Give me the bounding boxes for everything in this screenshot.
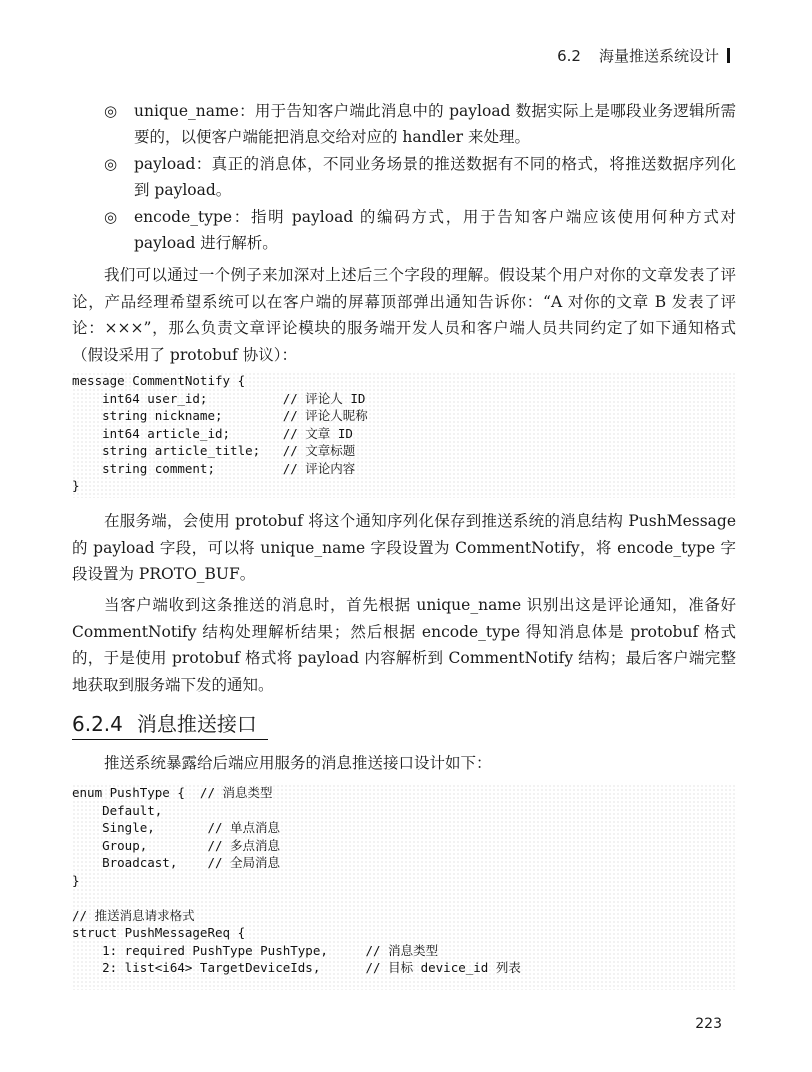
section-title: 消息推送接口: [136, 712, 257, 736]
paragraph-example-intro: 我们可以通过一个例子来加深对上述后三个字段的理解。假设某个用户对你的文章发表了评论，产品经理希望系统可以在客户端的屏幕顶部弹出通知告诉你：“A 对你的文章 B 发表了评论：×××”，那么负责文章评论模块的服务端开发人员和客户端人员共同约定了如下通知格式（假设采用了 protobuf 协议）：: [72, 266, 736, 364]
running-header: [557, 45, 730, 66]
paragraph-server-side: 在服务端，会使用 protobuf 将这个通知序列化保存到推送系统的消息结构 PushMessage 的 payload 字段，可以将 unique_name 字段设置为 CommentNotify，将 encode_type 字段设置为 PROTO_BUF。: [72, 512, 736, 583]
header-bar: [727, 48, 730, 63]
bullet-text: payload：真正的消息体，不同业务场景的推送数据有不同的格式，将推送数据序列化到 payload。: [134, 155, 736, 199]
bullet-text: unique_name：用于告知客户端此消息中的 payload 数据实际上是哪段业务逻辑所需要的，以便客户端能把消息交给对应的 handler 来处理。: [134, 102, 736, 146]
bullet-item-payload: [104, 151, 736, 203]
header-section-title: 海量推送系统设计: [598, 47, 719, 65]
bullet-marker: ◎: [104, 102, 118, 120]
bullet-text: encode_type：指明 payload 的编码方式，用于告知客户端应该使用何种方式对 payload 进行解析。: [134, 208, 736, 252]
page-number: 223: [695, 1016, 722, 1032]
header-section-number: 6.2: [557, 47, 581, 65]
section-number: 6.2.4: [72, 712, 123, 736]
paragraph-client-side: 当客户端收到这条推送的消息时，首先根据 unique_name 识别出这是评论通知，准备好 CommentNotify 结构处理解析结果；然后根据 encode_type 得知消息体是 protobuf 格式的，于是使用 protobuf 格式将 payload 内容解析到 CommentNotify 结构；最后客户端完整地获取到服务端下发的通知。: [72, 596, 736, 694]
field-bullet-list: [104, 98, 736, 257]
section-heading: [72, 711, 268, 740]
paragraph-interface-intro: 推送系统暴露给后端应用服务的消息推送接口设计如下：: [104, 754, 492, 772]
bullet-item-encode-type: [104, 204, 736, 256]
code-block-push-interface: enum PushType { // 消息类型 Default, Single, // 单点消息 Group, // 多点消息 Broadcast, // 全局消息 } // 推送消息请求格式 struct PushMessageReq { 1: required PushType PushType, // 消息类型 2: list<i64> TargetDeviceIds, // 目标 device_id 列表: [72, 784, 736, 990]
bullet-marker: ◎: [104, 208, 118, 226]
code-block-comment-notify: message CommentNotify { int64 user_id; // 评论人 ID string nickname; // 评论人昵称 int64 article_id; // 文章 ID string article_title; // 文章标题 string comment; // 评论内容 }: [72, 372, 736, 498]
bullet-marker: ◎: [104, 155, 118, 173]
bullet-item-unique-name: [104, 98, 736, 150]
